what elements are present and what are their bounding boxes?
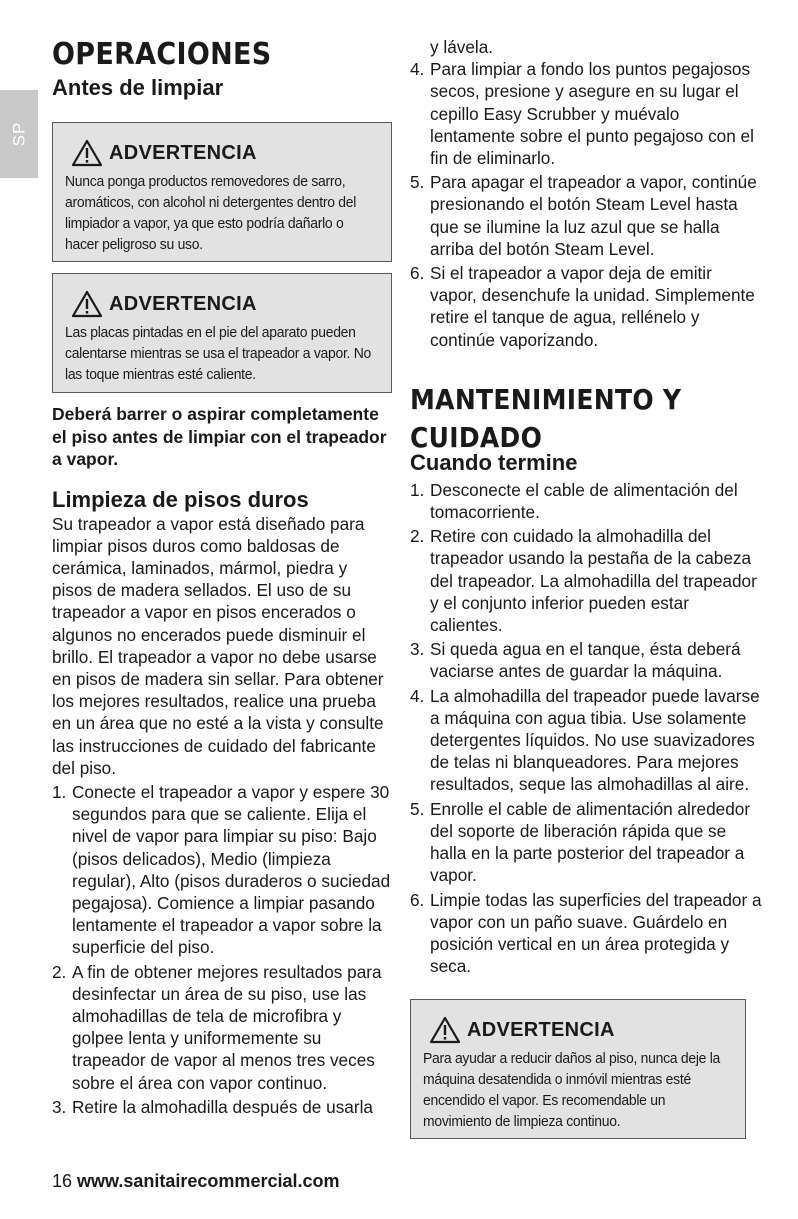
maintenance-heading: MANTENIMIENTO Y CUIDADO [410,383,682,454]
operations-heading: OPERACIONES [52,37,272,72]
warning-text: Nunca ponga productos removedores de sarro, aromáticos, con alcohol ni detergentes dentro del limpiador a vapor, ya que esto podría dañarlo o hacer peligroso su uso. [65,173,357,253]
hard-floor-heading: Limpieza de pisos duros [52,486,309,512]
list-item: 6. Si el trapeador a vapor deja de emitir vapor, desenchufe la unidad. Simplemente retire el tanque de agua, rellénelo y continúe vaporizando. [410,263,755,350]
list-item: 4. La almohadilla del trapeador puede lavarse a máquina con agua tibia. Use solamente detergentes líquidos. No use suavizadores de telas ni blanqueadores. Para mejores resultados, seque las almohadillas al aire. [410,685,760,795]
hard-floor-steps-continued [410,58,762,351]
page-footer [52,1170,340,1192]
list-item: 5. Enrolle el cable de alimentación alrededor del soporte de liberación rápida que se halla en la parte posterior del trapeador a vapor. [410,798,751,886]
list-item: 4. Para limpiar a fondo los puntos pegajosos secos, presione y asegure en su lugar el cepillo Easy Scrubber y muévalo lentamente sobre el punto pegajoso con el fin de eliminarlo. [410,59,754,169]
warning-box-cleaners [52,122,392,262]
warning-text: Para ayudar a reducir daños al piso, nunca deje la máquina desatendida o inmóvil mientras esté encendido el vapor. Es recomendable un movimiento de limpieza continuo. [423,1050,721,1131]
list-item: 3. Si queda agua en el tanque, ésta deberá vaciarse antes de guardar la máquina. [410,639,741,682]
list-item: 2. A fin de obtener mejores resultados para desinfectar un área de su piso, use las almohadillas de tela de microfibra y golpee lenta y uniformemente su trapeador de vapor al menos tres veces sobre el área con vapor continuo. [52,961,382,1093]
hard-floor-steps [52,781,392,1118]
list-item: 3. Retire la almohadilla después de usarla [52,1096,373,1117]
warning-title: ADVERTENCIA [467,1018,615,1041]
warning-text: Las placas pintadas en el pie del aparato pueden calentarse mientras se usa el trapeador a vapor. No las toque mientras esté caliente. [65,324,372,383]
warning-triangle-icon [71,290,103,318]
warning-triangle-icon [429,1016,461,1044]
list-item: 5. Para apagar el trapeador a vapor, continúe presionando el botón Steam Level hasta que se ilumine la luz azul que se halla arriba del botón Steam Level. [410,172,757,259]
language-tab [0,90,38,178]
warning-title: ADVERTENCIA [109,292,257,315]
language-tab-label: SP [9,121,28,147]
when-finished-heading: Cuando termine [410,449,578,475]
website-url: www.sanitairecommercial.com [77,1171,340,1191]
warning-box-floor-damage [410,999,746,1139]
list-item: 2. Retire con cuidado la almohadilla del trapeador usando la pestaña de la cabeza del trapeador. La almohadilla del trapeador y el conjunto inferior pueden estar calientes. [410,526,757,636]
care-steps [410,479,762,977]
warning-title: ADVERTENCIA [109,141,257,164]
warning-triangle-icon [71,139,103,167]
page-number: 16 [52,1171,73,1191]
left-column [52,36,392,1118]
list-item: 1. Desconecte el cable de alimentación del tomacorriente. [410,479,738,523]
hard-floor-intro: Su trapeador a vapor está diseñado para limpiar pisos duros como baldosas de cerámica, laminados, mármol, piedra y pisos de madera sellados. El uso de su trapeador a vapor en pisos encerados o algunos no encerados puede disminuir el brillo. El trapeador a vapor no debe usarse en pisos de madera sin sellar. Para obtener los mejores resultados, realice una prueba en un área que no esté a la vista y consulte las instrucciones de cuidado del fabricante del piso. [52,513,384,778]
sweep-note: Deberá barrer o aspirar completamente el piso antes de limpiar con el trapeador a vapor. [52,404,387,469]
before-cleaning-heading: Antes de limpiar [52,75,224,100]
list-item: 1. Conecte el trapeador a vapor y espere 30 segundos para que se caliente. Elija el nivel de vapor para limpiar su piso: Bajo (pisos delicados), Medio (limpieza regular), Alto (pisos duraderos o suciedad pegajosa). Comience a limpiar pasando lentamente el trapeador a vapor sobre la superficie del piso. [52,781,391,958]
warning-box-hot-plates [52,273,392,393]
continuation-text: y lávela. [430,37,494,57]
list-item: 6. Limpie todas las superficies del trapeador a vapor con un paño suave. Guárdelo en posición vertical en un área protegida y seca. [410,889,762,977]
right-column [410,36,762,1139]
